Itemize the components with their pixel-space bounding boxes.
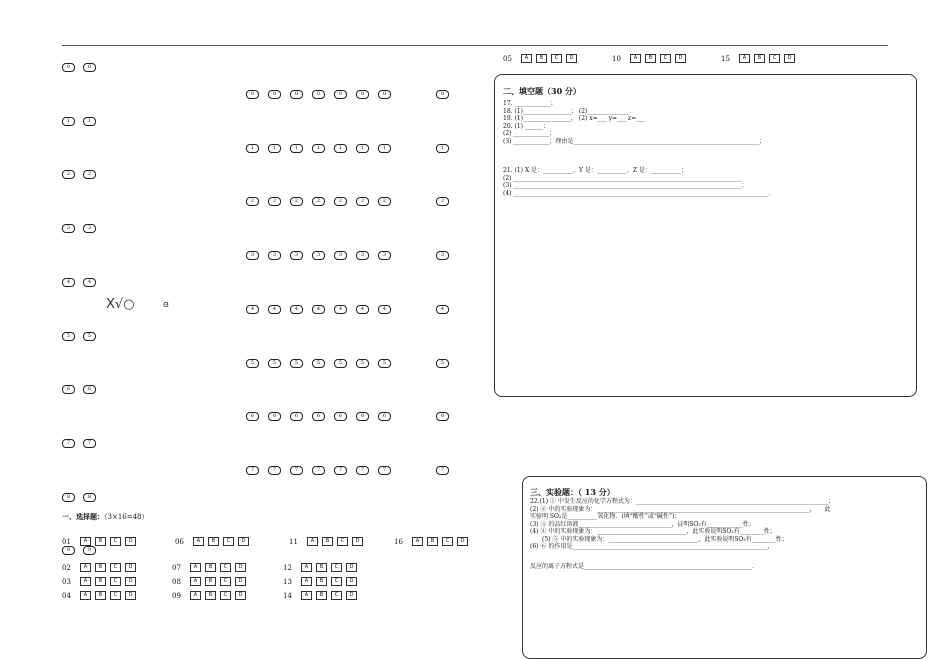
mc-question <box>172 563 250 572</box>
answer-option[interactable]: A <box>301 577 312 586</box>
mc-question <box>62 591 140 600</box>
omr-bubble[interactable]: 6 <box>246 412 259 421</box>
omr-bubble[interactable]: 5 <box>268 359 281 368</box>
omr-bubble[interactable]: 0 <box>356 90 369 99</box>
omr-bubble[interactable]: 5 <box>356 359 369 368</box>
answer-option[interactable]: D <box>235 563 246 572</box>
answer-option[interactable]: A <box>412 537 423 546</box>
mc-question <box>172 591 250 600</box>
question-number: 08 <box>172 577 181 586</box>
omr-bubble[interactable]: 6 <box>290 412 303 421</box>
omr-bubble[interactable]: 7 <box>246 466 259 475</box>
mc-question <box>62 577 140 586</box>
omr-bubble[interactable]: 1 <box>378 144 391 153</box>
answer-option[interactable]: D <box>235 591 246 600</box>
omr-bubble[interactable]: 1 <box>290 144 303 153</box>
omr-bubble[interactable]: 5 <box>290 359 303 368</box>
answer-option[interactable]: D <box>784 54 795 63</box>
omr-bubble[interactable]: 7 <box>62 439 75 448</box>
answer-option[interactable]: B <box>95 577 106 586</box>
omr-bubble[interactable]: 3 <box>378 251 391 260</box>
answer-option[interactable]: C <box>110 591 121 600</box>
mc-question <box>721 54 799 63</box>
question-number: 06 <box>175 537 184 546</box>
omr-bubble[interactable]: 7 <box>312 466 325 475</box>
omr-bubble[interactable]: 2 <box>334 197 347 206</box>
omr-bubble[interactable]: 1 <box>436 144 449 153</box>
question-number: 16 <box>394 537 403 546</box>
omr-bubble[interactable]: 4 <box>268 305 281 314</box>
answer-option[interactable]: A <box>80 563 91 572</box>
omr-bubble[interactable]: 6 <box>62 385 75 394</box>
handwritten-mark: X√○ <box>106 297 135 312</box>
answer-option[interactable]: B <box>95 563 106 572</box>
answer-option[interactable]: A <box>80 577 91 586</box>
exp-line: 22.(1) ① 中发生反应的化学方程式为：________________________________________________________________； <box>530 498 834 505</box>
exp-line: (5) ⑤ 中的实验现象为：______________________________，此实验说明SO₂有________性； <box>530 535 788 543</box>
fill-line: 17. ____________； <box>503 100 557 107</box>
mc-question <box>289 537 367 546</box>
omr-bubble[interactable]: 2 <box>246 197 259 206</box>
answer-option[interactable]: B <box>645 54 656 63</box>
omr-bubble[interactable]: 3 <box>268 251 281 260</box>
fill-line: (2) ____________； <box>503 130 556 137</box>
answer-option[interactable]: A <box>301 591 312 600</box>
omr-bubble[interactable]: 9 <box>83 546 96 555</box>
answer-option[interactable]: D <box>125 591 136 600</box>
answer-option[interactable]: A <box>301 563 312 572</box>
omr-bubble[interactable]: 6 <box>268 412 281 421</box>
omr-bubble[interactable]: 4 <box>436 305 449 314</box>
omr-bubble[interactable]: 3 <box>62 224 75 233</box>
omr-bubble[interactable]: 0 <box>334 90 347 99</box>
omr-bubble[interactable]: 7 <box>268 466 281 475</box>
omr-bubble[interactable]: 0 <box>378 90 391 99</box>
answer-option[interactable]: A <box>80 591 91 600</box>
answer-option[interactable]: C <box>442 537 453 546</box>
omr-bubble[interactable]: 3 <box>83 224 96 233</box>
omr-bubble[interactable]: 5 <box>246 359 259 368</box>
omr-bubble[interactable]: 4 <box>246 305 259 314</box>
omr-bubble[interactable]: 1 <box>62 117 75 126</box>
fill-line: 19. (1)________________， (2) x=___ y=___ z=___ <box>503 115 646 122</box>
omr-bubble[interactable]: 7 <box>378 466 391 475</box>
answer-option[interactable]: C <box>331 563 342 572</box>
answer-option[interactable]: D <box>235 577 246 586</box>
answer-option[interactable]: C <box>220 591 231 600</box>
answer-option[interactable]: D <box>675 54 686 63</box>
omr-bubble[interactable]: 3 <box>334 251 347 260</box>
mc-question <box>503 54 581 63</box>
answer-option[interactable]: B <box>205 577 216 586</box>
omr-bubble[interactable]: 6 <box>356 412 369 421</box>
answer-option[interactable]: B <box>316 563 327 572</box>
question-number: 09 <box>172 591 181 600</box>
omr-bubble[interactable]: 5 <box>83 332 96 341</box>
omr-bubble[interactable]: 6 <box>83 385 96 394</box>
exp-line: (6) ⑥ 的作用是_________________________________________________________________， <box>530 543 774 550</box>
answer-option[interactable]: C <box>551 54 562 63</box>
question-number: 13 <box>283 577 292 586</box>
omr-bubble[interactable]: 1 <box>334 144 347 153</box>
omr-bubble[interactable]: 5 <box>378 359 391 368</box>
omr-bubble[interactable]: 2 <box>312 197 325 206</box>
omr-bubble[interactable]: 1 <box>83 117 96 126</box>
answer-option[interactable]: B <box>316 591 327 600</box>
omr-bubble[interactable]: 0 <box>62 63 75 72</box>
mc-section-title: 一、选择题：（3×16=48） <box>62 512 149 521</box>
omr-bubble[interactable]: 4 <box>334 305 347 314</box>
omr-bubble[interactable]: 4 <box>312 305 325 314</box>
answer-option[interactable]: D <box>346 577 357 586</box>
answer-option[interactable]: A <box>630 54 641 63</box>
omr-bubble[interactable]: 3 <box>436 251 449 260</box>
answer-option[interactable]: C <box>223 537 234 546</box>
question-number: 01 <box>62 537 71 546</box>
answer-option[interactable]: D <box>352 537 363 546</box>
omr-bubble[interactable]: 0 <box>290 90 303 99</box>
exp-lines <box>530 498 834 570</box>
fill-blank-panel <box>494 74 917 397</box>
experiment-panel <box>522 476 927 659</box>
omr-bubble[interactable]: 2 <box>83 170 96 179</box>
omr-bubble[interactable]: 5 <box>62 332 75 341</box>
omr-bubble[interactable]: 0 <box>246 90 259 99</box>
mc-question <box>283 577 361 586</box>
answer-option[interactable]: A <box>190 563 201 572</box>
omr-bubble[interactable]: 2 <box>268 197 281 206</box>
answer-option[interactable]: C <box>660 54 671 63</box>
omr-bubble[interactable]: 5 <box>436 359 449 368</box>
omr-bubble[interactable]: 9 <box>62 546 75 555</box>
exp-line: (4) ④ 中的实验现象为：______________________________，此实验说明SO₂有________性； <box>530 528 776 535</box>
omr-bubble[interactable]: 0 <box>436 90 449 99</box>
answer-option[interactable]: B <box>205 563 216 572</box>
omr-bubble[interactable]: 2 <box>290 197 303 206</box>
omr-bubble[interactable]: 8 <box>83 493 96 502</box>
omr-bubble[interactable]: 3 <box>356 251 369 260</box>
omr-bubble[interactable]: 0 <box>312 90 325 99</box>
omr-bubble[interactable]: 8 <box>62 493 75 502</box>
question-number: 12 <box>283 563 292 572</box>
answer-option[interactable]: D <box>238 537 249 546</box>
question-number: 10 <box>612 54 621 63</box>
answer-option[interactable]: D <box>346 591 357 600</box>
answer-option[interactable]: C <box>110 577 121 586</box>
header-rule <box>62 45 888 46</box>
omr-bubble[interactable]: 6 <box>378 412 391 421</box>
omr-bubble[interactable]: 1 <box>312 144 325 153</box>
answer-option[interactable]: D <box>346 563 357 572</box>
fill-line: (3) ____________；理由是______________________________________________________________； <box>503 137 766 145</box>
exp-line: (3) ③ 的品红溶液_______________________________，证明SO₂有____________性； <box>530 520 755 528</box>
exp-line: (2) ② 中的实验现象为：_______________________________________________________________________， 此 <box>530 505 831 513</box>
omr-bubble[interactable]: 7 <box>436 466 449 475</box>
exp-line: 实验明 SO₂是__________氧化物．(填“酸性”或“碱性”)； <box>530 513 681 520</box>
mc-question <box>283 563 361 572</box>
answer-option[interactable]: A <box>739 54 750 63</box>
answer-option[interactable]: C <box>220 577 231 586</box>
mc-question <box>62 537 140 546</box>
omr-bubble[interactable]: 3 <box>246 251 259 260</box>
omr-bubble[interactable]: 1 <box>246 144 259 153</box>
exp-title: 三、实验题：（ 13 分） <box>530 487 615 497</box>
omr-bubble[interactable]: 4 <box>290 305 303 314</box>
answer-option[interactable]: A <box>190 577 201 586</box>
answer-option[interactable]: B <box>322 537 333 546</box>
fill-line: 21. (1) X 是：__________、Y 是：__________、Z 是：__________； <box>503 167 687 174</box>
omr-bubble[interactable]: 0 <box>83 63 96 72</box>
omr-bubble[interactable]: 5 <box>312 359 325 368</box>
answer-option[interactable]: B <box>754 54 765 63</box>
fill-line: 18. (1)________________； (2)______________． <box>503 107 636 115</box>
answer-option[interactable]: B <box>205 591 216 600</box>
answer-option[interactable]: D <box>457 537 468 546</box>
answer-option[interactable]: B <box>536 54 547 63</box>
fill-line: 20. (1) ______； <box>503 122 549 130</box>
answer-option[interactable]: A <box>307 537 318 546</box>
answer-option[interactable]: A <box>190 591 201 600</box>
answer-option[interactable]: B <box>95 537 106 546</box>
mc-question <box>175 537 253 546</box>
omr-bubble[interactable]: 7 <box>356 466 369 475</box>
omr-bubble[interactable]: 4 <box>62 278 75 287</box>
omr-bubble[interactable]: 0 <box>268 90 281 99</box>
answer-option[interactable]: C <box>337 537 348 546</box>
question-number: 14 <box>283 591 292 600</box>
answer-option[interactable]: D <box>566 54 577 63</box>
fill-line: (2) ____________________________________________________________________________ <box>503 174 742 182</box>
omr-bubble[interactable]: 1 <box>268 144 281 153</box>
omr-bubble[interactable]: 2 <box>436 197 449 206</box>
handwritten-mark-2: ɞ <box>163 300 169 310</box>
omr-bubble[interactable]: 4 <box>378 305 391 314</box>
answer-option[interactable]: C <box>769 54 780 63</box>
answer-option[interactable]: D <box>125 563 136 572</box>
omr-bubble[interactable]: 7 <box>290 466 303 475</box>
question-number: 05 <box>503 54 512 63</box>
omr-bubble[interactable]: 2 <box>378 197 391 206</box>
omr-bubble[interactable]: 2 <box>356 197 369 206</box>
answer-option[interactable]: A <box>80 537 91 546</box>
omr-bubble[interactable]: 6 <box>312 412 325 421</box>
omr-bubble[interactable]: 4 <box>356 305 369 314</box>
question-number: 04 <box>62 591 71 600</box>
mc-question <box>62 563 140 572</box>
answer-option[interactable]: A <box>193 537 204 546</box>
fill-title: 二、填空题（30 分） <box>503 86 581 96</box>
mc-question <box>172 577 250 586</box>
omr-bubble[interactable]: 6 <box>436 412 449 421</box>
fill-lines <box>503 100 774 197</box>
omr-bubble[interactable]: 4 <box>83 278 96 287</box>
question-number: 02 <box>62 563 71 572</box>
omr-bubble[interactable]: 7 <box>334 466 347 475</box>
omr-bubble[interactable]: 7 <box>83 439 96 448</box>
omr-bubble[interactable]: 5 <box>334 359 347 368</box>
answer-option[interactable]: C <box>110 537 121 546</box>
question-number: 15 <box>721 54 730 63</box>
omr-bubble[interactable]: 1 <box>356 144 369 153</box>
answer-option[interactable]: C <box>331 577 342 586</box>
answer-option[interactable]: B <box>95 591 106 600</box>
omr-bubble[interactable]: 3 <box>312 251 325 260</box>
omr-bubble[interactable]: 6 <box>334 412 347 421</box>
answer-option[interactable]: D <box>125 577 136 586</box>
answer-option[interactable]: C <box>331 591 342 600</box>
fill-line: (3) ____________________________________________________________________________； <box>503 182 748 189</box>
answer-option[interactable]: B <box>208 537 219 546</box>
answer-option[interactable]: B <box>427 537 438 546</box>
omr-bubble[interactable]: 3 <box>290 251 303 260</box>
question-number: 03 <box>62 577 71 586</box>
fill-line: (4) _____________________________________________________________________________________． <box>503 189 775 197</box>
exp-line: 反应的离子方程式是________________________________________________________． <box>530 562 759 570</box>
mc-question <box>394 537 472 546</box>
answer-option[interactable]: C <box>220 563 231 572</box>
answer-option[interactable]: A <box>521 54 532 63</box>
answer-option[interactable]: B <box>316 577 327 586</box>
mc-question <box>612 54 690 63</box>
question-number: 07 <box>172 563 181 572</box>
mc-question <box>283 591 361 600</box>
omr-bubble[interactable]: 2 <box>62 170 75 179</box>
answer-option[interactable]: D <box>125 537 136 546</box>
question-number: 11 <box>289 537 298 546</box>
answer-option[interactable]: C <box>110 563 121 572</box>
